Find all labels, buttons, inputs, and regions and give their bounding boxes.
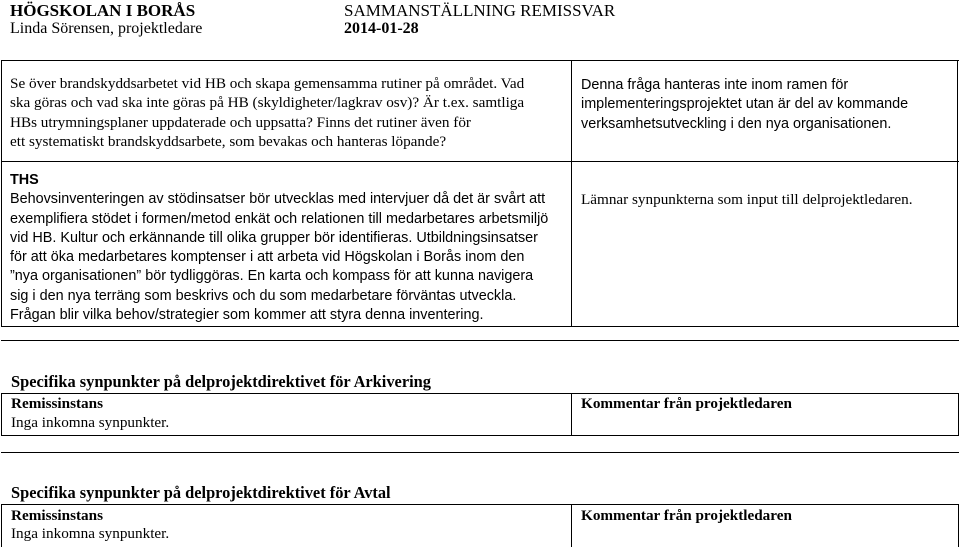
section-arkivering — [1, 340, 959, 440]
column-header-kommentar: Kommentar från projektledaren — [581, 507, 792, 524]
text-line: ”nya organisationen” bör tydliggöras. En karta och kompass för att kunna navigera — [10, 268, 534, 285]
respondent-label: THS — [10, 172, 39, 188]
text-line: Frågan blir vilka behov/strategier som kommer att styra denna inventering. — [10, 307, 484, 324]
text-line: vid HB. Kultur och erkännande till olika grupper bör identifieras. Utbildningsinsatser — [10, 229, 538, 246]
table-column-divider — [571, 61, 572, 326]
row1-remark — [10, 74, 524, 151]
text-line: ska göras och vad ska inte göras på HB (skyldigheter/lagkrav osv)? Är t.ex. samtliga — [10, 94, 525, 112]
section-top-border — [1, 340, 959, 341]
text-line: HBs utrymningsplaner uppdaterade och uppsatta? Finns det rutiner även för — [10, 113, 471, 131]
section-entry: Inga inkomna synpunkter. — [11, 414, 170, 431]
text-line: Se över brandskyddsarbetet vid HB och skapa gemensamma rutiner på området. Vad — [10, 75, 525, 92]
row2-comment — [581, 190, 913, 209]
table-border-right — [957, 61, 958, 326]
column-header-remissinstans: Remissinstans — [11, 507, 103, 524]
column-header-kommentar: Kommentar från projektledaren — [581, 395, 792, 412]
section-title: Specifika synpunkter på delprojektdirektivet för Avtal — [11, 483, 391, 502]
section-header-line — [1, 393, 959, 394]
text-line: Behovsinventeringen av stödinsatser bör utvecklas med intervjuer då det är svårt att — [10, 191, 546, 208]
section-column-divider — [571, 504, 572, 547]
text-line: Denna fråga hanteras inte inom ramen för — [581, 77, 849, 93]
author-name: Linda Sörensen, projektledare — [10, 20, 203, 37]
text-line: sig i den nya terräng som beskrivs och du som medarbetare förväntas utveckla. — [10, 287, 517, 304]
text-line: implementeringsprojektet utan är del av kommande — [581, 96, 909, 113]
comments-table — [1, 60, 959, 327]
text-line: Lämnar synpunkterna som input till delprojektledaren. — [581, 191, 913, 208]
section-entry: Inga inkomna synpunkter. — [11, 525, 170, 542]
table-border-left — [1, 61, 2, 326]
section-border-left — [1, 504, 2, 547]
page-header — [0, 0, 959, 44]
org-name: HÖGSKOLAN I BORÅS — [10, 1, 196, 20]
row2-remark — [10, 171, 548, 325]
section-border-left — [1, 393, 2, 435]
text-line: ett systematiskt brandskyddsarbete, som bevakas och hanteras löpande? — [10, 132, 447, 150]
document-title: SAMMANSTÄLLNING REMISSVAR — [344, 1, 616, 20]
column-header-remissinstans: Remissinstans — [11, 395, 103, 412]
section-title: Specifika synpunkter på delprojektdirektivet för Arkivering — [11, 372, 431, 391]
section-top-border — [1, 452, 959, 453]
document-date: 2014-01-28 — [344, 20, 419, 37]
section-bottom-line — [1, 435, 959, 436]
text-line: för att öka medarbetares komptenser i att arbeta vid Högskolan i Borås inom den — [10, 249, 525, 266]
text-line: verksamhetsutveckling i den nya organisationen. — [581, 115, 892, 132]
section-column-divider — [571, 393, 572, 435]
table-row-divider — [1, 161, 959, 162]
text-line: exemplifiera stödet i formen/metod enkät och relationen till medarbetares arbetsmiljö — [10, 210, 549, 227]
section-header-line — [1, 504, 959, 505]
section-avtal — [1, 452, 959, 547]
row1-comment — [581, 76, 908, 134]
